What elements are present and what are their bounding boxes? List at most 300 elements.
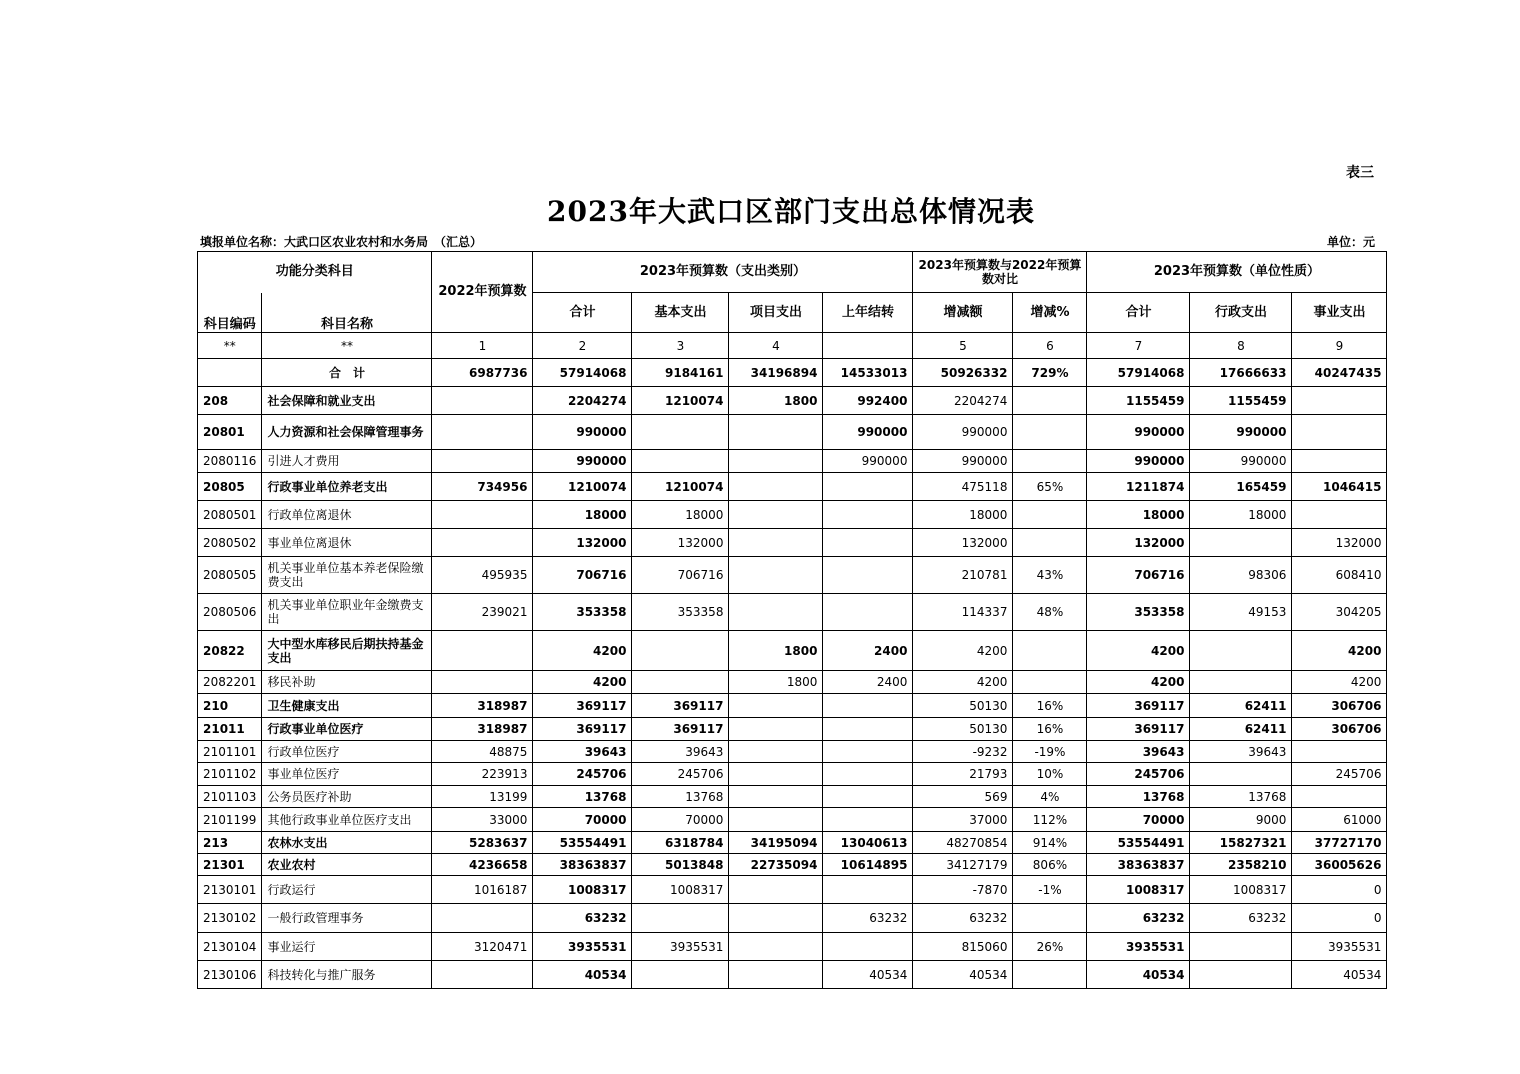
cell-name: 行政单位医疗 xyxy=(262,741,432,763)
table-row xyxy=(198,594,1387,631)
cell-project xyxy=(729,557,823,594)
cell-total: 245706 xyxy=(533,763,632,786)
cell-project xyxy=(729,933,823,961)
cell-admin: 9000 xyxy=(1190,808,1292,832)
cell-name: 其他行政事业单位医疗支出 xyxy=(262,808,432,832)
cell-project xyxy=(729,694,823,718)
header-func-class: 功能分类科目 xyxy=(198,252,432,293)
index-cell: 9 xyxy=(1292,333,1387,359)
table-row xyxy=(198,741,1387,763)
cell-name: 社会保障和就业支出 xyxy=(262,387,432,415)
header-group-compare: 2023年预算数与2022年预算数对比 xyxy=(913,252,1087,293)
cell-project xyxy=(729,876,823,904)
cell-total: 990000 xyxy=(533,415,632,450)
cell-carry: 13040613 xyxy=(823,832,913,854)
cell-total: 40534 xyxy=(533,961,632,989)
cell-carry xyxy=(823,473,913,501)
cell-total2: 53554491 xyxy=(1087,832,1190,854)
cell-diff: 210781 xyxy=(913,557,1013,594)
cell-total: 63232 xyxy=(533,904,632,933)
cell-code: 2130104 xyxy=(198,933,262,961)
cell-name: 事业单位离退休 xyxy=(262,529,432,557)
cell-total2: 1008317 xyxy=(1087,876,1190,904)
cell-b2022: 13199 xyxy=(432,786,533,808)
cell-pct: 112% xyxy=(1013,808,1087,832)
index-cell: 7 xyxy=(1087,333,1190,359)
cell-carry: 2400 xyxy=(823,631,913,671)
cell-admin: 990000 xyxy=(1190,415,1292,450)
cell-diff: 50130 xyxy=(913,694,1013,718)
cell-code: 2080505 xyxy=(198,557,262,594)
cell-inst xyxy=(1292,741,1387,763)
cell-total2: 4200 xyxy=(1087,671,1190,694)
cell-code: 2101102 xyxy=(198,763,262,786)
header-budget-2022: 2022年预算数 xyxy=(432,252,533,333)
cell-code: 2080502 xyxy=(198,529,262,557)
cell-code: 210 xyxy=(198,694,262,718)
cell-pct xyxy=(1013,450,1087,473)
cell-admin xyxy=(1190,529,1292,557)
cell-name: 人力资源和社会保障管理事务 xyxy=(262,415,432,450)
cell-total2: 706716 xyxy=(1087,557,1190,594)
header-admin: 行政支出 xyxy=(1190,293,1292,333)
cell-total: 990000 xyxy=(533,450,632,473)
table-body xyxy=(198,359,1387,989)
cell-project: 22735094 xyxy=(729,854,823,876)
cell-project: 1800 xyxy=(729,387,823,415)
cell-b2022: 3120471 xyxy=(432,933,533,961)
cell-carry xyxy=(823,594,913,631)
cell-diff: 37000 xyxy=(913,808,1013,832)
cell-basic: 1210074 xyxy=(632,473,729,501)
table-row xyxy=(198,631,1387,671)
cell-pct: 806% xyxy=(1013,854,1087,876)
cell-inst xyxy=(1292,786,1387,808)
header-total-2: 合计 xyxy=(1087,293,1190,333)
cell-total: 57914068 xyxy=(533,359,632,387)
page-title: 2023年大武口区部门支出总体情况表 xyxy=(547,195,1035,228)
cell-b2022: 33000 xyxy=(432,808,533,832)
cell-diff: -9232 xyxy=(913,741,1013,763)
cell-carry xyxy=(823,694,913,718)
cell-carry xyxy=(823,876,913,904)
cell-carry: 990000 xyxy=(823,450,913,473)
cell-b2022 xyxy=(432,450,533,473)
cell-carry: 14533013 xyxy=(823,359,913,387)
cell-basic: 353358 xyxy=(632,594,729,631)
table-row xyxy=(198,473,1387,501)
cell-total2: 245706 xyxy=(1087,763,1190,786)
cell-name: 机关事业单位基本养老保险缴费支出 xyxy=(262,557,432,594)
cell-total2: 39643 xyxy=(1087,741,1190,763)
cell-code: 2130106 xyxy=(198,961,262,989)
cell-inst: 61000 xyxy=(1292,808,1387,832)
cell-admin: 1008317 xyxy=(1190,876,1292,904)
cell-b2022: 223913 xyxy=(432,763,533,786)
table-row xyxy=(198,671,1387,694)
cell-inst: 0 xyxy=(1292,904,1387,933)
table-row xyxy=(198,359,1387,387)
cell-project xyxy=(729,718,823,741)
cell-pct xyxy=(1013,387,1087,415)
table-row xyxy=(198,415,1387,450)
index-cell: 4 xyxy=(729,333,823,359)
cell-diff: 990000 xyxy=(913,415,1013,450)
table-row xyxy=(198,832,1387,854)
cell-total: 1008317 xyxy=(533,876,632,904)
cell-pct xyxy=(1013,529,1087,557)
cell-total2: 40534 xyxy=(1087,961,1190,989)
cell-total2: 13768 xyxy=(1087,786,1190,808)
table-row xyxy=(198,876,1387,904)
cell-admin xyxy=(1190,961,1292,989)
cell-pct: 43% xyxy=(1013,557,1087,594)
cell-basic: 18000 xyxy=(632,501,729,529)
cell-project xyxy=(729,594,823,631)
cell-project xyxy=(729,961,823,989)
cell-project: 1800 xyxy=(729,671,823,694)
cell-total: 2204274 xyxy=(533,387,632,415)
cell-inst: 132000 xyxy=(1292,529,1387,557)
table-row xyxy=(198,933,1387,961)
cell-code: 2101103 xyxy=(198,786,262,808)
cell-carry: 992400 xyxy=(823,387,913,415)
cell-inst: 4200 xyxy=(1292,671,1387,694)
cell-name: 一般行政管理事务 xyxy=(262,904,432,933)
cell-pct xyxy=(1013,904,1087,933)
cell-name: 大中型水库移民后期扶持基金支出 xyxy=(262,631,432,671)
cell-total2: 990000 xyxy=(1087,450,1190,473)
cell-code xyxy=(198,359,262,387)
cell-diff: 4200 xyxy=(913,671,1013,694)
cell-admin: 98306 xyxy=(1190,557,1292,594)
cell-project xyxy=(729,529,823,557)
cell-basic: 706716 xyxy=(632,557,729,594)
cell-total2: 1211874 xyxy=(1087,473,1190,501)
cell-diff: 2204274 xyxy=(913,387,1013,415)
cell-b2022 xyxy=(432,631,533,671)
table-row xyxy=(198,808,1387,832)
cell-inst: 304205 xyxy=(1292,594,1387,631)
cell-inst: 3935531 xyxy=(1292,933,1387,961)
cell-basic: 1210074 xyxy=(632,387,729,415)
header-basic: 基本支出 xyxy=(632,293,729,333)
cell-basic: 5013848 xyxy=(632,854,729,876)
header-institution: 事业支出 xyxy=(1292,293,1387,333)
cell-pct xyxy=(1013,501,1087,529)
cell-code: 2101101 xyxy=(198,741,262,763)
table-row xyxy=(198,529,1387,557)
cell-total: 132000 xyxy=(533,529,632,557)
cell-total2: 4200 xyxy=(1087,631,1190,671)
cell-diff: 63232 xyxy=(913,904,1013,933)
cell-name: 行政事业单位医疗 xyxy=(262,718,432,741)
cell-basic: 39643 xyxy=(632,741,729,763)
cell-total: 353358 xyxy=(533,594,632,631)
cell-inst: 608410 xyxy=(1292,557,1387,594)
cell-pct xyxy=(1013,631,1087,671)
cell-code: 2101199 xyxy=(198,808,262,832)
cell-inst: 245706 xyxy=(1292,763,1387,786)
cell-diff: 18000 xyxy=(913,501,1013,529)
cell-diff: 50926332 xyxy=(913,359,1013,387)
cell-diff: -7870 xyxy=(913,876,1013,904)
cell-basic xyxy=(632,450,729,473)
cell-project xyxy=(729,450,823,473)
cell-code: 2130102 xyxy=(198,904,262,933)
cell-code: 20801 xyxy=(198,415,262,450)
cell-name: 移民补助 xyxy=(262,671,432,694)
cell-admin: 17666633 xyxy=(1190,359,1292,387)
cell-inst: 306706 xyxy=(1292,718,1387,741)
cell-diff: 50130 xyxy=(913,718,1013,741)
header-change-amount: 增减额 xyxy=(913,293,1013,333)
cell-total: 4200 xyxy=(533,671,632,694)
cell-inst xyxy=(1292,450,1387,473)
table-row xyxy=(198,718,1387,741)
index-cell: 3 xyxy=(632,333,729,359)
cell-code: 20805 xyxy=(198,473,262,501)
cell-inst: 306706 xyxy=(1292,694,1387,718)
table-row xyxy=(198,387,1387,415)
cell-code: 2080506 xyxy=(198,594,262,631)
currency-unit: 单位：元 xyxy=(1327,235,1376,249)
cell-inst: 40247435 xyxy=(1292,359,1387,387)
cell-project: 34195094 xyxy=(729,832,823,854)
cell-b2022 xyxy=(432,904,533,933)
table-row xyxy=(198,786,1387,808)
cell-project xyxy=(729,501,823,529)
cell-name: 农业农村 xyxy=(262,854,432,876)
cell-carry xyxy=(823,529,913,557)
cell-admin: 62411 xyxy=(1190,694,1292,718)
cell-b2022 xyxy=(432,387,533,415)
cell-total: 18000 xyxy=(533,501,632,529)
cell-basic: 245706 xyxy=(632,763,729,786)
cell-b2022: 495935 xyxy=(432,557,533,594)
cell-pct xyxy=(1013,671,1087,694)
cell-pct: -19% xyxy=(1013,741,1087,763)
cell-name: 公务员医疗补助 xyxy=(262,786,432,808)
cell-carry: 990000 xyxy=(823,415,913,450)
cell-admin xyxy=(1190,671,1292,694)
cell-pct xyxy=(1013,415,1087,450)
index-cell: 8 xyxy=(1190,333,1292,359)
cell-basic xyxy=(632,631,729,671)
table-row xyxy=(198,557,1387,594)
cell-carry: 2400 xyxy=(823,671,913,694)
cell-admin: 990000 xyxy=(1190,450,1292,473)
cell-diff: 114337 xyxy=(913,594,1013,631)
cell-project xyxy=(729,473,823,501)
cell-carry: 40534 xyxy=(823,961,913,989)
cell-b2022 xyxy=(432,671,533,694)
cell-inst xyxy=(1292,387,1387,415)
cell-name: 事业运行 xyxy=(262,933,432,961)
cell-total2: 57914068 xyxy=(1087,359,1190,387)
cell-diff: 4200 xyxy=(913,631,1013,671)
cell-code: 21011 xyxy=(198,718,262,741)
cell-name: 事业单位医疗 xyxy=(262,763,432,786)
cell-basic xyxy=(632,671,729,694)
cell-inst xyxy=(1292,415,1387,450)
cell-total2: 132000 xyxy=(1087,529,1190,557)
table-row xyxy=(198,854,1387,876)
cell-b2022 xyxy=(432,501,533,529)
index-cell: 5 xyxy=(913,333,1013,359)
index-cell: 6 xyxy=(1013,333,1087,359)
cell-code: 213 xyxy=(198,832,262,854)
table-row xyxy=(198,501,1387,529)
cell-inst: 0 xyxy=(1292,876,1387,904)
index-row xyxy=(198,333,1387,359)
cell-total2: 353358 xyxy=(1087,594,1190,631)
cell-diff: 990000 xyxy=(913,450,1013,473)
cell-carry xyxy=(823,557,913,594)
cell-basic: 70000 xyxy=(632,808,729,832)
cell-admin: 15827321 xyxy=(1190,832,1292,854)
cell-basic: 132000 xyxy=(632,529,729,557)
cell-carry: 63232 xyxy=(823,904,913,933)
cell-b2022: 48875 xyxy=(432,741,533,763)
cell-diff: 475118 xyxy=(913,473,1013,501)
cell-carry xyxy=(823,786,913,808)
cell-name: 机关事业单位职业年金缴费支出 xyxy=(262,594,432,631)
cell-basic: 9184161 xyxy=(632,359,729,387)
cell-total: 369117 xyxy=(533,694,632,718)
header-name: 科目名称 xyxy=(262,293,432,333)
cell-b2022: 239021 xyxy=(432,594,533,631)
table-row xyxy=(198,904,1387,933)
cell-name: 卫生健康支出 xyxy=(262,694,432,718)
cell-b2022: 5283637 xyxy=(432,832,533,854)
index-cell: 1 xyxy=(432,333,533,359)
cell-diff: 48270854 xyxy=(913,832,1013,854)
cell-total2: 1155459 xyxy=(1087,387,1190,415)
cell-total2: 369117 xyxy=(1087,694,1190,718)
cell-total2: 38363837 xyxy=(1087,854,1190,876)
cell-project xyxy=(729,763,823,786)
cell-total: 3935531 xyxy=(533,933,632,961)
cell-admin: 49153 xyxy=(1190,594,1292,631)
table-row xyxy=(198,763,1387,786)
cell-basic xyxy=(632,415,729,450)
table-row xyxy=(198,450,1387,473)
cell-pct: -1% xyxy=(1013,876,1087,904)
cell-name: 引进人才费用 xyxy=(262,450,432,473)
cell-admin: 62411 xyxy=(1190,718,1292,741)
header-group-by-unit: 2023年预算数（单位性质） xyxy=(1087,252,1387,293)
cell-pct: 16% xyxy=(1013,694,1087,718)
header-carryover: 上年结转 xyxy=(823,293,913,333)
cell-project xyxy=(729,786,823,808)
header-code: 科目编码 xyxy=(198,293,262,333)
cell-basic: 369117 xyxy=(632,694,729,718)
cell-b2022 xyxy=(432,415,533,450)
cell-project: 34196894 xyxy=(729,359,823,387)
cell-basic xyxy=(632,961,729,989)
cell-admin: 13768 xyxy=(1190,786,1292,808)
cell-admin xyxy=(1190,763,1292,786)
cell-code: 2130101 xyxy=(198,876,262,904)
index-cell: ** xyxy=(262,333,432,359)
cell-inst xyxy=(1292,501,1387,529)
cell-total: 39643 xyxy=(533,741,632,763)
cell-basic: 6318784 xyxy=(632,832,729,854)
cell-total: 4200 xyxy=(533,631,632,671)
header-group-by-type: 2023年预算数（支出类别） xyxy=(533,252,913,293)
cell-total: 369117 xyxy=(533,718,632,741)
cell-carry xyxy=(823,933,913,961)
header-change-pct: 增减% xyxy=(1013,293,1087,333)
table-number: 表三 xyxy=(1346,165,1374,181)
cell-total: 53554491 xyxy=(533,832,632,854)
cell-inst: 36005626 xyxy=(1292,854,1387,876)
cell-pct: 4% xyxy=(1013,786,1087,808)
cell-basic: 369117 xyxy=(632,718,729,741)
cell-total: 70000 xyxy=(533,808,632,832)
cell-total2: 18000 xyxy=(1087,501,1190,529)
cell-pct: 48% xyxy=(1013,594,1087,631)
cell-basic: 1008317 xyxy=(632,876,729,904)
cell-diff: 34127179 xyxy=(913,854,1013,876)
header-total: 合计 xyxy=(533,293,632,333)
cell-name: 行政单位离退休 xyxy=(262,501,432,529)
cell-total: 706716 xyxy=(533,557,632,594)
cell-total2: 63232 xyxy=(1087,904,1190,933)
cell-carry xyxy=(823,808,913,832)
cell-total: 38363837 xyxy=(533,854,632,876)
cell-b2022: 318987 xyxy=(432,694,533,718)
index-cell: 2 xyxy=(533,333,632,359)
cell-pct xyxy=(1013,961,1087,989)
cell-carry: 10614895 xyxy=(823,854,913,876)
cell-project: 1800 xyxy=(729,631,823,671)
cell-total2: 990000 xyxy=(1087,415,1190,450)
index-cell xyxy=(823,333,913,359)
cell-b2022: 4236658 xyxy=(432,854,533,876)
header-project: 项目支出 xyxy=(729,293,823,333)
cell-b2022 xyxy=(432,961,533,989)
cell-carry xyxy=(823,741,913,763)
cell-admin: 165459 xyxy=(1190,473,1292,501)
reporting-unit: 填报单位名称：大武口区农业农村和水务局 （汇总） xyxy=(200,235,483,249)
cell-name: 行政运行 xyxy=(262,876,432,904)
cell-carry xyxy=(823,501,913,529)
cell-carry xyxy=(823,718,913,741)
cell-name: 行政事业单位养老支出 xyxy=(262,473,432,501)
cell-admin: 39643 xyxy=(1190,741,1292,763)
cell-code: 2082201 xyxy=(198,671,262,694)
cell-b2022: 1016187 xyxy=(432,876,533,904)
cell-admin xyxy=(1190,933,1292,961)
expenditure-table xyxy=(197,251,1387,989)
cell-project xyxy=(729,808,823,832)
cell-project xyxy=(729,415,823,450)
cell-code: 21301 xyxy=(198,854,262,876)
cell-basic: 3935531 xyxy=(632,933,729,961)
cell-admin: 1155459 xyxy=(1190,387,1292,415)
cell-inst: 37727170 xyxy=(1292,832,1387,854)
cell-pct: 10% xyxy=(1013,763,1087,786)
cell-inst: 1046415 xyxy=(1292,473,1387,501)
cell-basic xyxy=(632,904,729,933)
cell-pct: 65% xyxy=(1013,473,1087,501)
cell-diff: 569 xyxy=(913,786,1013,808)
cell-name: 科技转化与推广服务 xyxy=(262,961,432,989)
cell-admin: 18000 xyxy=(1190,501,1292,529)
cell-diff: 132000 xyxy=(913,529,1013,557)
